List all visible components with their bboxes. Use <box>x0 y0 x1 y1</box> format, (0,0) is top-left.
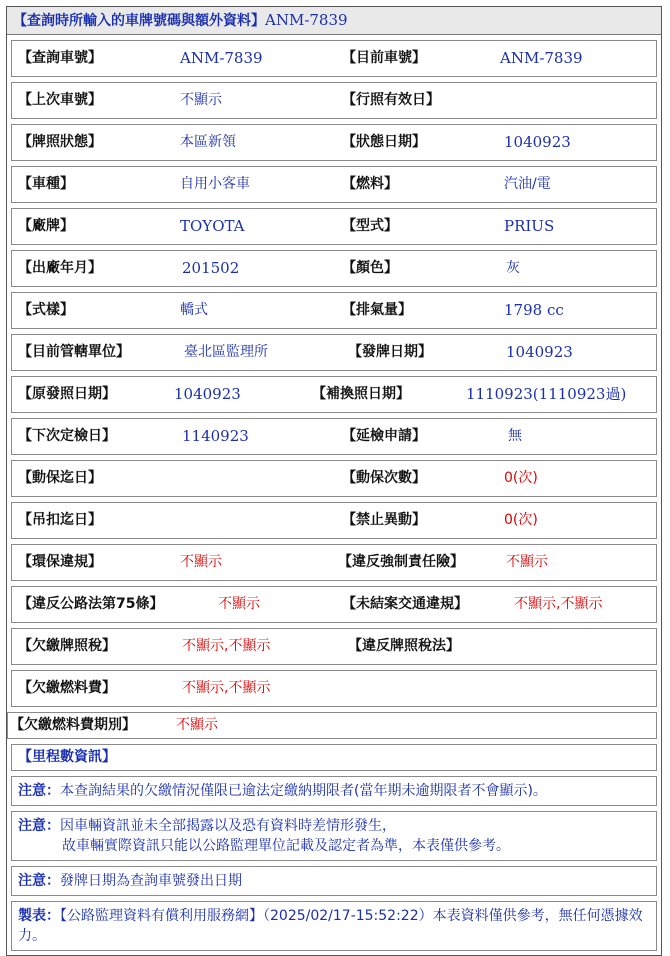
note-text-line2: 故車輛實際資訊只能以公路監理單位記載及認定者為準，本表僅供參考。 <box>62 838 510 854</box>
label-original-issue-date: 【原發照日期】 <box>18 386 116 402</box>
info-row <box>11 418 657 455</box>
label-unpaid-fuel-fee-period: 【欠繳燃料費期別】 <box>10 717 136 733</box>
page-title <box>7 7 661 35</box>
note-label: 注意： <box>18 873 60 889</box>
value-unpaid-fuel-fee: 不顯示,不顯示 <box>182 680 271 696</box>
value-transfer-prohibited: 0(次) <box>504 512 538 528</box>
value-unpaid-license-tax: 不顯示,不顯示 <box>182 638 271 654</box>
value-issue-date: 1040923 <box>506 343 573 361</box>
info-row <box>11 460 657 497</box>
info-row <box>11 166 657 203</box>
info-row <box>11 502 657 539</box>
label-color: 【顏色】 <box>342 260 398 276</box>
label-next-inspection: 【下次定檢日】 <box>18 428 116 444</box>
value-current-plate: ANM-7839 <box>500 49 583 67</box>
info-row <box>11 586 657 623</box>
label-insurance-violation: 【違反強制責任險】 <box>338 554 464 570</box>
mileage-section-header: 【里程數資訊】 <box>11 744 657 771</box>
value-reissue-date: 1110923(1110923過) <box>466 385 627 403</box>
label-highway-act-violation: 【違反公路法第75條】 <box>18 596 164 612</box>
value-pending-traffic-violation: 不顯示,不顯示 <box>514 596 603 612</box>
value-inspection-extension: 無 <box>508 428 522 444</box>
footer-label: 製表： <box>18 908 60 924</box>
value-insurance-violation: 不顯示 <box>506 554 548 570</box>
value-model: PRIUS <box>504 217 555 235</box>
label-reissue-date: 【補換照日期】 <box>312 386 410 402</box>
info-row <box>11 544 657 581</box>
value-vehicle-type: 自用小客車 <box>180 176 250 192</box>
value-brand: TOYOTA <box>180 217 245 235</box>
info-row <box>11 292 657 329</box>
title-label: 【查詢時所輸入的車牌號碼與額外資料】 <box>13 13 265 29</box>
note-label: 注意： <box>18 818 60 834</box>
info-row <box>11 124 657 161</box>
info-row <box>11 628 657 665</box>
label-license-tax-violation: 【違反牌照稅法】 <box>348 638 460 654</box>
note-disclaimer <box>11 811 657 861</box>
note-text: 本查詢結果的欠繳情況僅限已逾法定繳納期限者(當年期未逾期限者不會顯示)。 <box>60 783 547 799</box>
note-issue-date <box>11 866 657 896</box>
value-color: 灰 <box>506 260 520 276</box>
info-row <box>11 208 657 245</box>
label-lien-count: 【動保次數】 <box>342 470 426 486</box>
value-body-style: 轎式 <box>180 302 208 318</box>
value-previous-plate: 不顯示 <box>180 92 222 108</box>
label-fuel: 【燃料】 <box>342 176 398 192</box>
label-current-plate: 【目前車號】 <box>342 50 426 66</box>
info-row <box>11 670 657 707</box>
note-text-line1: 因車輛資訊並未全部揭露以及恐有資料時差情形發生， <box>60 818 396 834</box>
label-previous-plate: 【上次車號】 <box>18 92 102 108</box>
note-label: 注意： <box>18 783 60 799</box>
label-model: 【型式】 <box>342 218 398 234</box>
label-issue-date: 【發牌日期】 <box>348 344 432 360</box>
value-displacement: 1798 cc <box>504 301 564 319</box>
note-overdue <box>11 776 657 806</box>
value-status-date: 1040923 <box>504 133 571 151</box>
value-plate-status: 本區新領 <box>180 134 236 150</box>
value-jurisdiction: 臺北區監理所 <box>184 344 268 360</box>
info-row <box>7 712 657 739</box>
label-unpaid-fuel-fee: 【欠繳燃料費】 <box>18 680 116 696</box>
footer-text: 【公路監理資料有償利用服務網】（2025/02/17-15:52:22）本表資料僅供參考，無任何憑據效力。 <box>18 908 643 944</box>
label-env-violation: 【環保違規】 <box>18 554 102 570</box>
label-displacement: 【排氣量】 <box>342 302 412 318</box>
label-license-valid-date: 【行照有效日】 <box>342 92 440 108</box>
value-env-violation: 不顯示 <box>180 554 222 570</box>
title-plate: ANM-7839 <box>265 11 348 29</box>
label-vehicle-type: 【車種】 <box>18 176 74 192</box>
label-brand: 【廠牌】 <box>18 218 74 234</box>
label-status-date: 【狀態日期】 <box>342 134 426 150</box>
label-query-plate: 【查詢車號】 <box>18 50 102 66</box>
value-fuel: 汽油/電 <box>504 176 551 192</box>
label-plate-status: 【牌照狀態】 <box>18 134 102 150</box>
footer-credit <box>11 901 657 951</box>
info-row <box>11 334 657 371</box>
info-row <box>11 40 657 77</box>
note-text: 發牌日期為查詢車號發出日期 <box>60 873 242 889</box>
label-pending-traffic-violation: 【未結案交通違規】 <box>342 596 468 612</box>
label-inspection-extension: 【延檢申請】 <box>342 428 426 444</box>
label-unpaid-license-tax: 【欠繳牌照稅】 <box>18 638 116 654</box>
value-manufacture-date: 201502 <box>182 259 240 277</box>
label-manufacture-date: 【出廠年月】 <box>18 260 102 276</box>
info-row <box>11 82 657 119</box>
label-jurisdiction: 【目前管轄單位】 <box>18 344 130 360</box>
label-transfer-prohibited: 【禁止異動】 <box>342 512 426 528</box>
label-lien-end-date: 【動保迄日】 <box>18 470 102 486</box>
value-unpaid-fuel-fee-period: 不顯示 <box>176 717 218 733</box>
value-query-plate: ANM-7839 <box>180 49 263 67</box>
label-body-style: 【式樣】 <box>18 302 74 318</box>
vehicle-info-sheet <box>6 6 662 956</box>
value-lien-count: 0(次) <box>504 470 538 486</box>
value-highway-act-violation: 不顯示 <box>218 596 260 612</box>
info-row <box>11 250 657 287</box>
value-original-issue-date: 1040923 <box>174 385 241 403</box>
info-row <box>11 376 657 413</box>
value-next-inspection: 1140923 <box>182 427 249 445</box>
label-suspension-end-date: 【吊扣迄日】 <box>18 512 102 528</box>
